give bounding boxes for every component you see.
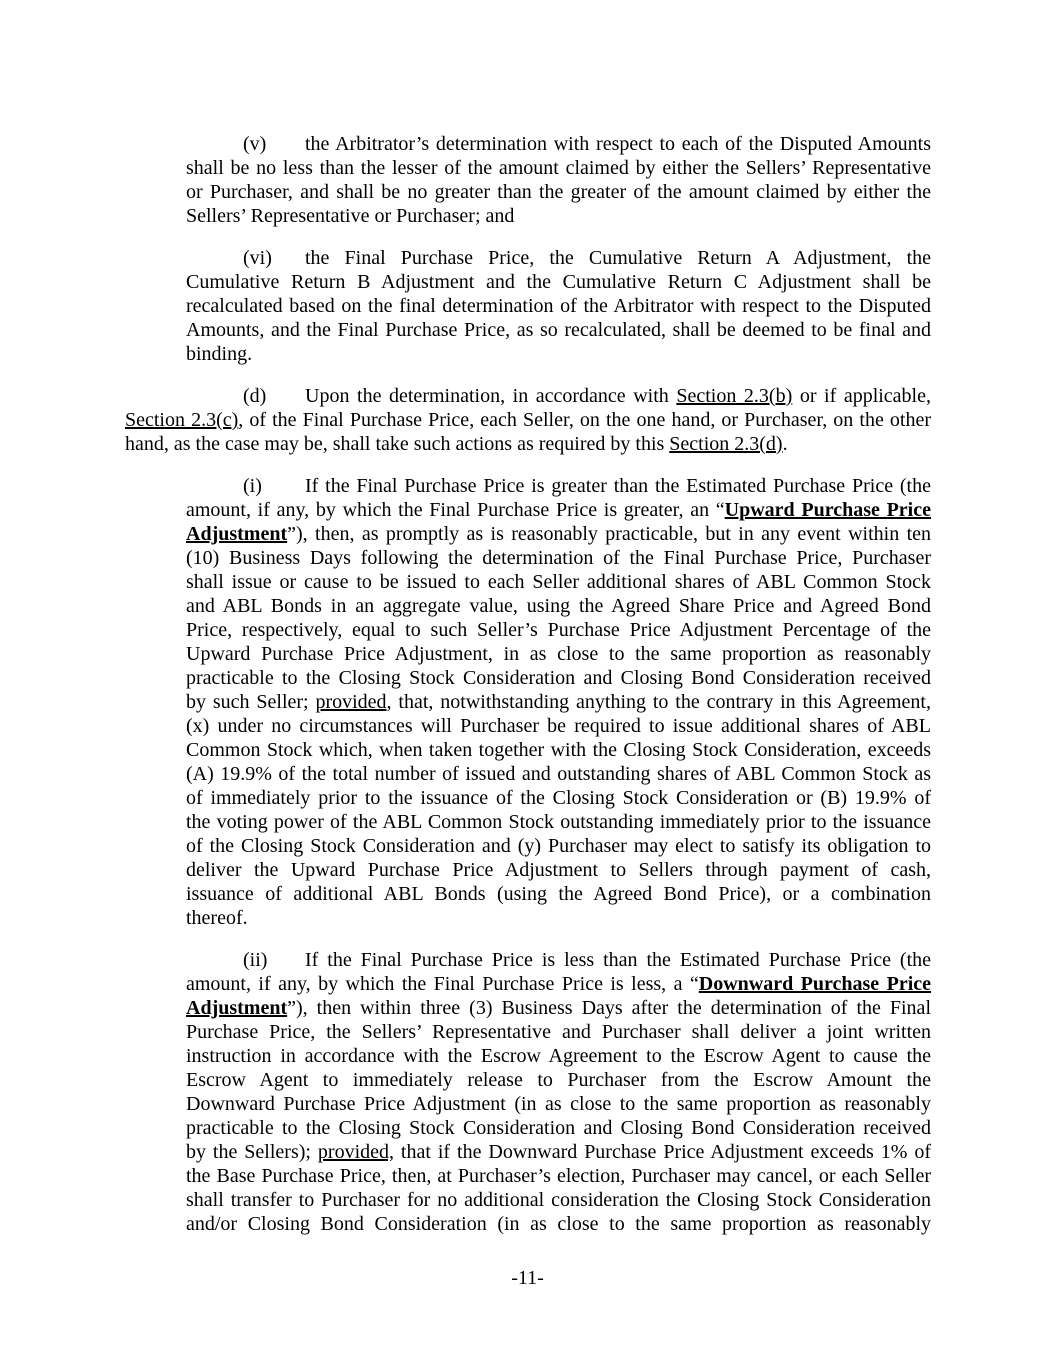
- text-line: [186, 858, 931, 882]
- text-run: by the Sellers);: [186, 1141, 318, 1163]
- text-run: instruction in accordance with the Escrow Agreement to the Escrow Agent to cause the: [186, 1045, 931, 1067]
- text-line: [186, 948, 931, 972]
- text-run: ”), then, as promptly as is reasonably practicable, but in any event within ten: [287, 523, 931, 545]
- text-run: Escrow Agent to immediately release to Purchaser from the Escrow Amount the: [186, 1069, 931, 1091]
- text-line: [186, 180, 931, 204]
- underlined-reference: provided,: [317, 1141, 394, 1163]
- defined-term: Downward Purchase Price: [698, 973, 932, 995]
- text-line: [186, 342, 931, 366]
- text-run: issuance of additional ABL Bonds (using the Agreed Bond Price), or a combination: [186, 883, 931, 905]
- text-run: hand, as the case may be, shall take such actions as required by this: [125, 433, 670, 455]
- text-line: [186, 204, 931, 228]
- defined-term: Upward Purchase Price: [724, 499, 931, 521]
- text-line: [186, 666, 931, 690]
- defined-term: Adjustment: [186, 523, 288, 545]
- text-line: [186, 1020, 931, 1044]
- clause-marker: (vi): [243, 247, 272, 269]
- text-run: (10) Business Days following the determination of the Final Purchase Price, Purchaser: [186, 547, 931, 569]
- text-line: [186, 1188, 931, 1212]
- text-line: [186, 906, 931, 930]
- paragraph-i: [186, 474, 931, 930]
- text-line: [186, 1212, 931, 1236]
- document-body: [125, 132, 931, 1254]
- text-run: thereof.: [186, 907, 248, 929]
- page-number: -11-: [511, 1267, 544, 1289]
- text-line: [186, 882, 931, 906]
- text-run: the Base Purchase Price, then, at Purchaser’s election, Purchaser may cancel, or each Seller: [186, 1165, 931, 1187]
- text-line: [186, 690, 931, 714]
- text-line: [186, 996, 931, 1020]
- paragraph-vi: [186, 246, 931, 366]
- text-line: [186, 132, 931, 156]
- text-line: [186, 738, 931, 762]
- text-run: .: [782, 433, 788, 455]
- text-line: [186, 762, 931, 786]
- text-line: [186, 246, 931, 270]
- text-line: [186, 594, 931, 618]
- text-run: Sellers’ Representative or Purchaser; and: [186, 205, 515, 227]
- text-run: that if the Downward Purchase Price Adjustment exceeds 1% of: [394, 1141, 931, 1163]
- text-run: Upward Purchase Price Adjustment, in as close to the same proportion as reasonably: [186, 643, 931, 665]
- text-line: [186, 618, 931, 642]
- text-line: [186, 156, 931, 180]
- text-run: (x) under no circumstances will Purchaser be required to issue additional shares of ABL: [186, 715, 931, 737]
- text-run: Purchase Price, the Sellers’ Representative and Purchaser shall deliver a joint written: [186, 1021, 931, 1043]
- text-line: [186, 1068, 931, 1092]
- text-run: practicable to the Closing Stock Consideration and Closing Bond Consideration received: [186, 1117, 931, 1139]
- text-run: If the Final Purchase Price is less than the Estimated Purchase Price (the: [305, 949, 931, 971]
- text-run: , that, notwithstanding anything to the contrary in this Agreement,: [386, 691, 931, 713]
- text-line: [125, 432, 931, 456]
- text-run: practicable to the Closing Stock Consideration and Closing Bond Consideration received: [186, 667, 931, 689]
- text-run: the Final Purchase Price, the Cumulative Return A Adjustment, the: [305, 247, 931, 269]
- text-line: [186, 1164, 931, 1188]
- text-run: by such Seller;: [186, 691, 316, 713]
- text-run: or if applicable,: [792, 385, 931, 407]
- paragraph-ii: [186, 948, 931, 1236]
- text-line: [186, 810, 931, 834]
- text-run: or Purchaser, and shall be no greater than the greater of the amount claimed by either the: [186, 181, 931, 203]
- text-line: [125, 384, 931, 408]
- clause-marker: (i): [243, 475, 262, 497]
- text-line: [186, 498, 931, 522]
- text-run: shall issue or cause to be issued to each Seller additional shares of ABL Common Stock: [186, 571, 931, 593]
- clause-marker: (v): [243, 133, 267, 155]
- text-run: the voting power of the ABL Common Stock outstanding immediately prior to the issuance: [186, 811, 931, 833]
- underlined-reference: Section 2.3(b): [676, 385, 793, 407]
- text-line: [186, 714, 931, 738]
- text-line: [186, 834, 931, 858]
- underlined-reference: Section 2.3(c): [125, 409, 239, 431]
- text-run: and ABL Bonds in an aggregate value, using the Agreed Share Price and Agreed Bond: [186, 595, 931, 617]
- text-run: Cumulative Return B Adjustment and the Cumulative Return C Adjustment shall be: [186, 271, 931, 293]
- underlined-reference: Section 2.3(d): [669, 433, 783, 455]
- text-line: [186, 270, 931, 294]
- text-line: [186, 786, 931, 810]
- text-run: shall transfer to Purchaser for no additional consideration the Closing Stock Consideration: [186, 1189, 931, 1211]
- text-run: of immediately prior to the issuance of the Closing Stock Consideration or (B) 19.9% of: [186, 787, 931, 809]
- text-line: [186, 318, 931, 342]
- paragraph-d: [125, 384, 931, 456]
- text-run: Upon the determination, in accordance with: [305, 385, 677, 407]
- text-run: (A) 19.9% of the total number of issued and outstanding shares of ABL Common Stock as: [186, 763, 931, 785]
- clause-marker: (ii): [243, 949, 268, 971]
- paragraph-v: [186, 132, 931, 228]
- defined-term: Adjustment: [186, 997, 288, 1019]
- text-run: shall be no less than the lesser of the amount claimed by either the Sellers’ Representative: [186, 157, 931, 179]
- text-run: binding.: [186, 343, 253, 365]
- text-line: [186, 972, 931, 996]
- text-line: [186, 1140, 931, 1164]
- text-run: amount, if any, by which the Final Purchase Price is greater, an “: [186, 499, 725, 521]
- text-run: , of the Final Purchase Price, each Seller, on the one hand, or Purchaser, on the other: [238, 409, 932, 431]
- text-run: the Arbitrator’s determination with respect to each of the Disputed Amounts: [305, 133, 931, 155]
- text-line: [186, 294, 931, 318]
- text-run: If the Final Purchase Price is greater than the Estimated Purchase Price (the: [305, 475, 931, 497]
- text-line: [186, 1092, 931, 1116]
- text-run: Common Stock which, when taken together with the Closing Stock Consideration, exceeds: [186, 739, 931, 761]
- text-run: Price, respectively, equal to such Seller’s Purchase Price Adjustment Percentage of the: [186, 619, 931, 641]
- text-run: Downward Purchase Price Adjustment (in as close to the same proportion as reasonably: [186, 1093, 931, 1115]
- text-run: ”), then within three (3) Business Days after the determination of the Final: [287, 997, 931, 1019]
- text-line: [186, 522, 931, 546]
- text-run: and/or Closing Bond Consideration (in as close to the same proportion as reasonably: [186, 1213, 931, 1235]
- text-line: [186, 474, 931, 498]
- text-run: Amounts, and the Final Purchase Price, as so recalculated, shall be deemed to be final and: [186, 319, 931, 341]
- text-run: amount, if any, by which the Final Purchase Price is less, a “: [186, 973, 699, 995]
- underlined-reference: provided: [315, 691, 387, 713]
- text-line: [186, 1044, 931, 1068]
- text-line: [186, 546, 931, 570]
- text-run: recalculated based on the final determination of the Arbitrator with respect to the Disputed: [186, 295, 931, 317]
- text-line: [186, 1116, 931, 1140]
- text-line: [186, 570, 931, 594]
- text-line: [186, 642, 931, 666]
- text-line: [125, 408, 931, 432]
- text-run: deliver the Upward Purchase Price Adjustment to Sellers through payment of cash,: [186, 859, 931, 881]
- clause-marker: (d): [243, 385, 267, 407]
- text-run: of the Closing Stock Consideration and (y) Purchaser may elect to satisfy its obligation to: [186, 835, 931, 857]
